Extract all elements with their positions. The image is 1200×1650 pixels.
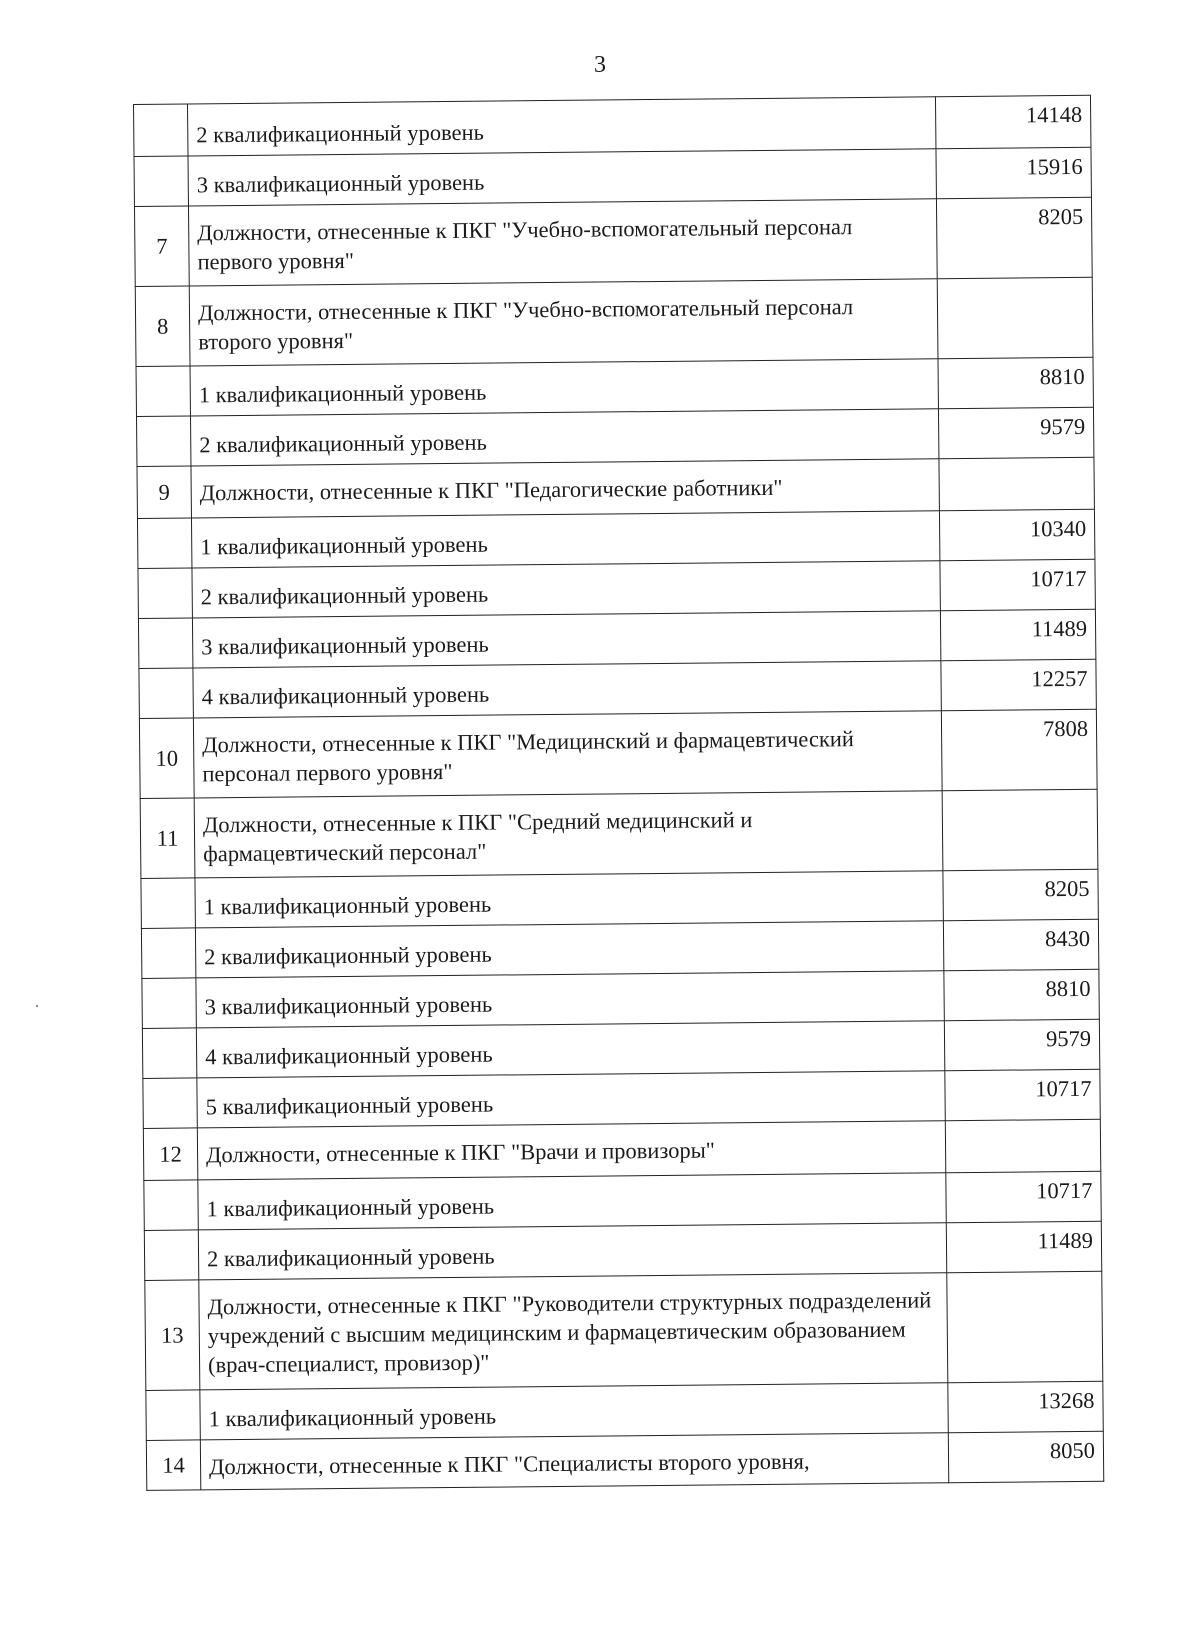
salary-value: 11489	[946, 1221, 1101, 1272]
salary-value: 14148	[935, 95, 1090, 148]
row-number	[146, 1390, 200, 1441]
table-body	[134, 95, 1104, 1490]
level-name: 2 квалификационный уровень	[198, 1223, 946, 1280]
row-number: 9	[137, 466, 191, 519]
group-name: Должности, отнесенные к ПКГ "Учебно-вспомогательный персонал первого уровня"	[188, 199, 937, 286]
salary-value: 10717	[945, 1069, 1100, 1120]
salary-value: 10340	[939, 509, 1094, 560]
row-number: 11	[140, 798, 195, 879]
level-name: 2 квалификационный уровень	[192, 561, 940, 618]
level-row	[141, 919, 1098, 978]
level-name: 3 квалификационный уровень	[196, 971, 944, 1028]
level-row	[144, 1221, 1101, 1280]
level-name: 3 квалификационный уровень	[188, 149, 936, 206]
group-row	[140, 789, 1098, 878]
row-number	[139, 668, 193, 719]
level-row	[142, 969, 1099, 1028]
row-number	[144, 1230, 198, 1281]
row-number	[141, 928, 195, 979]
scan-speck	[36, 1005, 38, 1007]
salary-value: 9579	[944, 1019, 1099, 1070]
level-name: 1 квалификационный уровень	[190, 359, 938, 416]
level-row	[136, 407, 1093, 466]
salary-value	[937, 277, 1093, 358]
group-row	[137, 457, 1094, 518]
level-row	[138, 559, 1095, 618]
row-number	[141, 878, 195, 929]
level-row	[143, 1069, 1100, 1128]
level-name: 1 квалификационный уровень	[191, 511, 939, 568]
salary-value: 8810	[938, 357, 1093, 408]
row-number: 7	[134, 206, 189, 287]
level-row	[136, 357, 1093, 416]
group-row	[146, 1431, 1103, 1490]
salary-value: 8810	[944, 969, 1099, 1020]
salary-value: 11489	[940, 609, 1095, 660]
row-number	[137, 518, 191, 569]
salary-value	[947, 1271, 1103, 1382]
level-name: 2 квалификационный уровень	[188, 97, 936, 156]
level-row	[137, 509, 1094, 568]
level-row	[138, 609, 1095, 668]
group-row	[143, 1119, 1100, 1180]
row-number: 14	[146, 1440, 200, 1491]
group-name: Должности, отнесенные к ПКГ "Врачи и провизоры"	[197, 1121, 945, 1180]
level-row	[141, 869, 1098, 928]
salary-value: 15916	[936, 147, 1091, 198]
row-number	[142, 978, 196, 1029]
salary-value: 13268	[948, 1381, 1103, 1432]
group-name: Должности, отнесенные к ПКГ "Специалисты второго уровня,	[200, 1433, 948, 1490]
group-name: Должности, отнесенные к ПКГ "Учебно-вспомогательный персонал второго уровня"	[189, 279, 938, 366]
row-number	[143, 1078, 197, 1129]
group-name: Должности, отнесенные к ПКГ "Педагогические работники"	[191, 459, 939, 518]
row-number	[134, 156, 188, 207]
salary-value: 7808	[941, 709, 1097, 790]
page-number: 3	[594, 52, 606, 78]
group-name: Должности, отнесенные к ПКГ "Средний медицинский и фармацевтический персонал"	[194, 791, 943, 878]
level-name: 3 квалификационный уровень	[192, 611, 940, 668]
row-number	[144, 1180, 198, 1231]
salary-value: 9579	[938, 407, 1093, 458]
row-number	[138, 618, 192, 669]
salary-value: 8205	[943, 869, 1098, 920]
row-number	[136, 366, 190, 417]
salary-value: 8205	[936, 197, 1092, 278]
level-row	[134, 95, 1091, 156]
row-number	[142, 1028, 196, 1079]
level-name: 1 квалификационный уровень	[195, 871, 943, 928]
salary-value: 8430	[943, 919, 1098, 970]
row-number	[134, 104, 188, 157]
level-name: 4 квалификационный уровень	[193, 661, 941, 718]
salary-value: 12257	[941, 659, 1096, 710]
row-number	[136, 416, 190, 467]
level-name: 2 квалификационный уровень	[195, 921, 943, 978]
group-name: Должности, отнесенные к ПКГ "Медицинский и фармацевтический персонал первого уровня"	[193, 711, 942, 798]
level-row	[142, 1019, 1099, 1078]
row-number: 13	[145, 1280, 200, 1391]
salary-value: 8050	[948, 1431, 1103, 1482]
level-name: 1 квалификационный уровень	[198, 1173, 946, 1230]
salary-value: 10717	[940, 559, 1095, 610]
salary-table	[133, 95, 1104, 1491]
row-number	[138, 568, 192, 619]
group-row	[135, 277, 1093, 366]
group-name: Должности, отнесенные к ПКГ "Руководители структурных подразделений учреждений с высшим медицинским и фармацевтическим образованием (врач-специалист, провизор)"	[199, 1273, 948, 1390]
row-number: 8	[135, 286, 190, 367]
level-row	[146, 1381, 1103, 1440]
row-number: 12	[143, 1128, 197, 1181]
row-number: 10	[139, 718, 194, 799]
group-row	[139, 709, 1097, 798]
level-name: 1 квалификационный уровень	[200, 1383, 948, 1440]
salary-value	[939, 457, 1094, 510]
group-row	[145, 1271, 1103, 1390]
level-row	[134, 147, 1091, 206]
salary-value: 10717	[946, 1171, 1101, 1222]
level-name: 2 квалификационный уровень	[190, 409, 938, 466]
salary-value	[945, 1119, 1100, 1172]
group-row	[134, 197, 1092, 286]
level-name: 4 квалификационный уровень	[196, 1021, 944, 1078]
level-row	[144, 1171, 1101, 1230]
level-name: 5 квалификационный уровень	[197, 1071, 945, 1128]
salary-value	[942, 789, 1098, 870]
level-row	[139, 659, 1096, 718]
